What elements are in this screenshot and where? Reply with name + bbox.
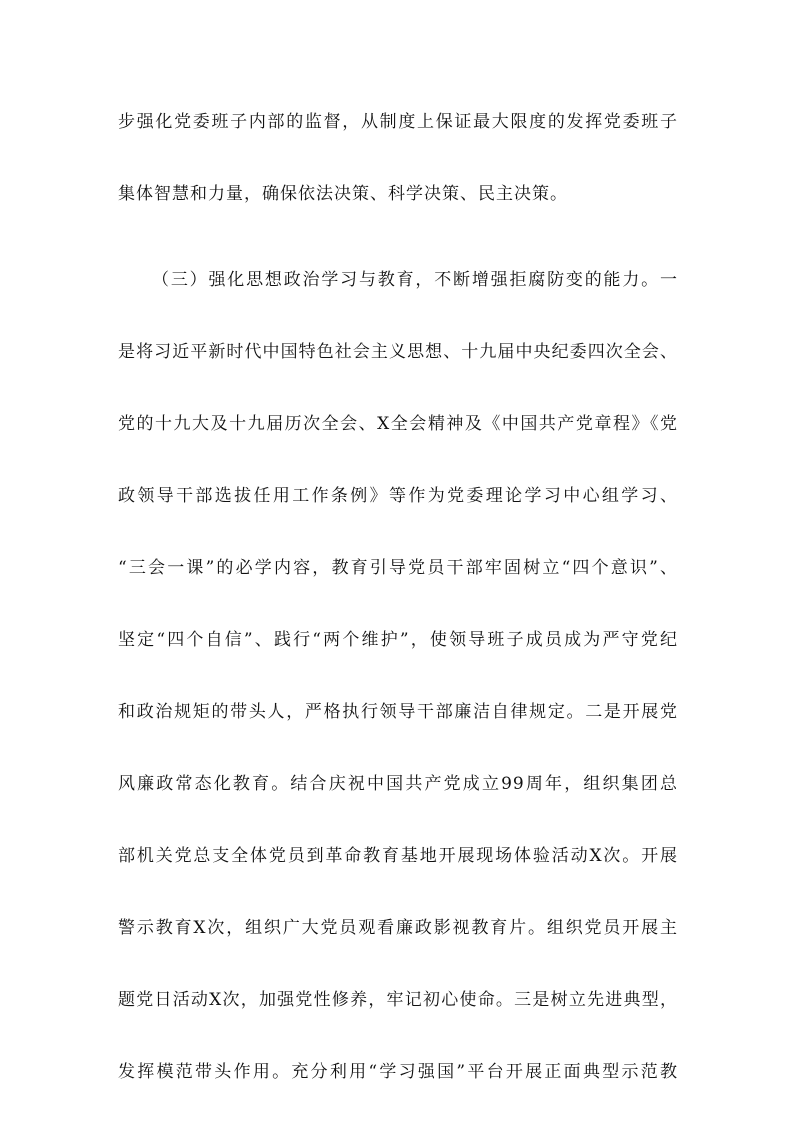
text-line: 党的十九大及十九届历次全会、X全会精神及《中国共产党章程》《党 (118, 414, 678, 434)
text-line: 坚定“四个自信”、践行“两个维护”，使领导班子成员成为严守党纪 (118, 630, 678, 650)
text-line: 风廉政常态化教育。结合庆祝中国共产党成立99周年，组织集团总 (118, 774, 678, 794)
text-line: 题党日活动X次，加强党性修养，牢记初心使命。三是树立先进典型， (118, 990, 678, 1010)
text-line: 和政治规矩的带头人，严格执行领导干部廉洁自律规定。二是开展党 (118, 702, 678, 722)
text-line: “三会一课”的必学内容，教育引导党员干部牢固树立“四个意识”、 (118, 558, 678, 578)
text-line: 部机关党总支全体党员到革命教育基地开展现场体验活动X次。开展 (118, 846, 678, 866)
body-text (118, 112, 678, 1082)
section-heading-line: （三）强化思想政治学习与教育，不断增强拒腐防变的能力。一 (152, 270, 678, 290)
text-line: 警示教育X次，组织广大党员观看廉政影视教育片。组织党员开展主 (118, 918, 678, 938)
text-line: 集体智慧和力量，确保依法决策、科学决策、民主决策。 (118, 184, 568, 204)
text-line: 步强化党委班子内部的监督，从制度上保证最大限度的发挥党委班子 (118, 112, 678, 132)
text-line: 政领导干部选拔任用工作条例》等作为党委理论学习中心组学习、 (118, 486, 678, 506)
text-line: 是将习近平新时代中国特色社会主义思想、十九届中央纪委四次全会、 (118, 342, 678, 362)
text-line: 发挥模范带头作用。充分利用“学习强国”平台开展正面典型示范教 (118, 1062, 678, 1082)
